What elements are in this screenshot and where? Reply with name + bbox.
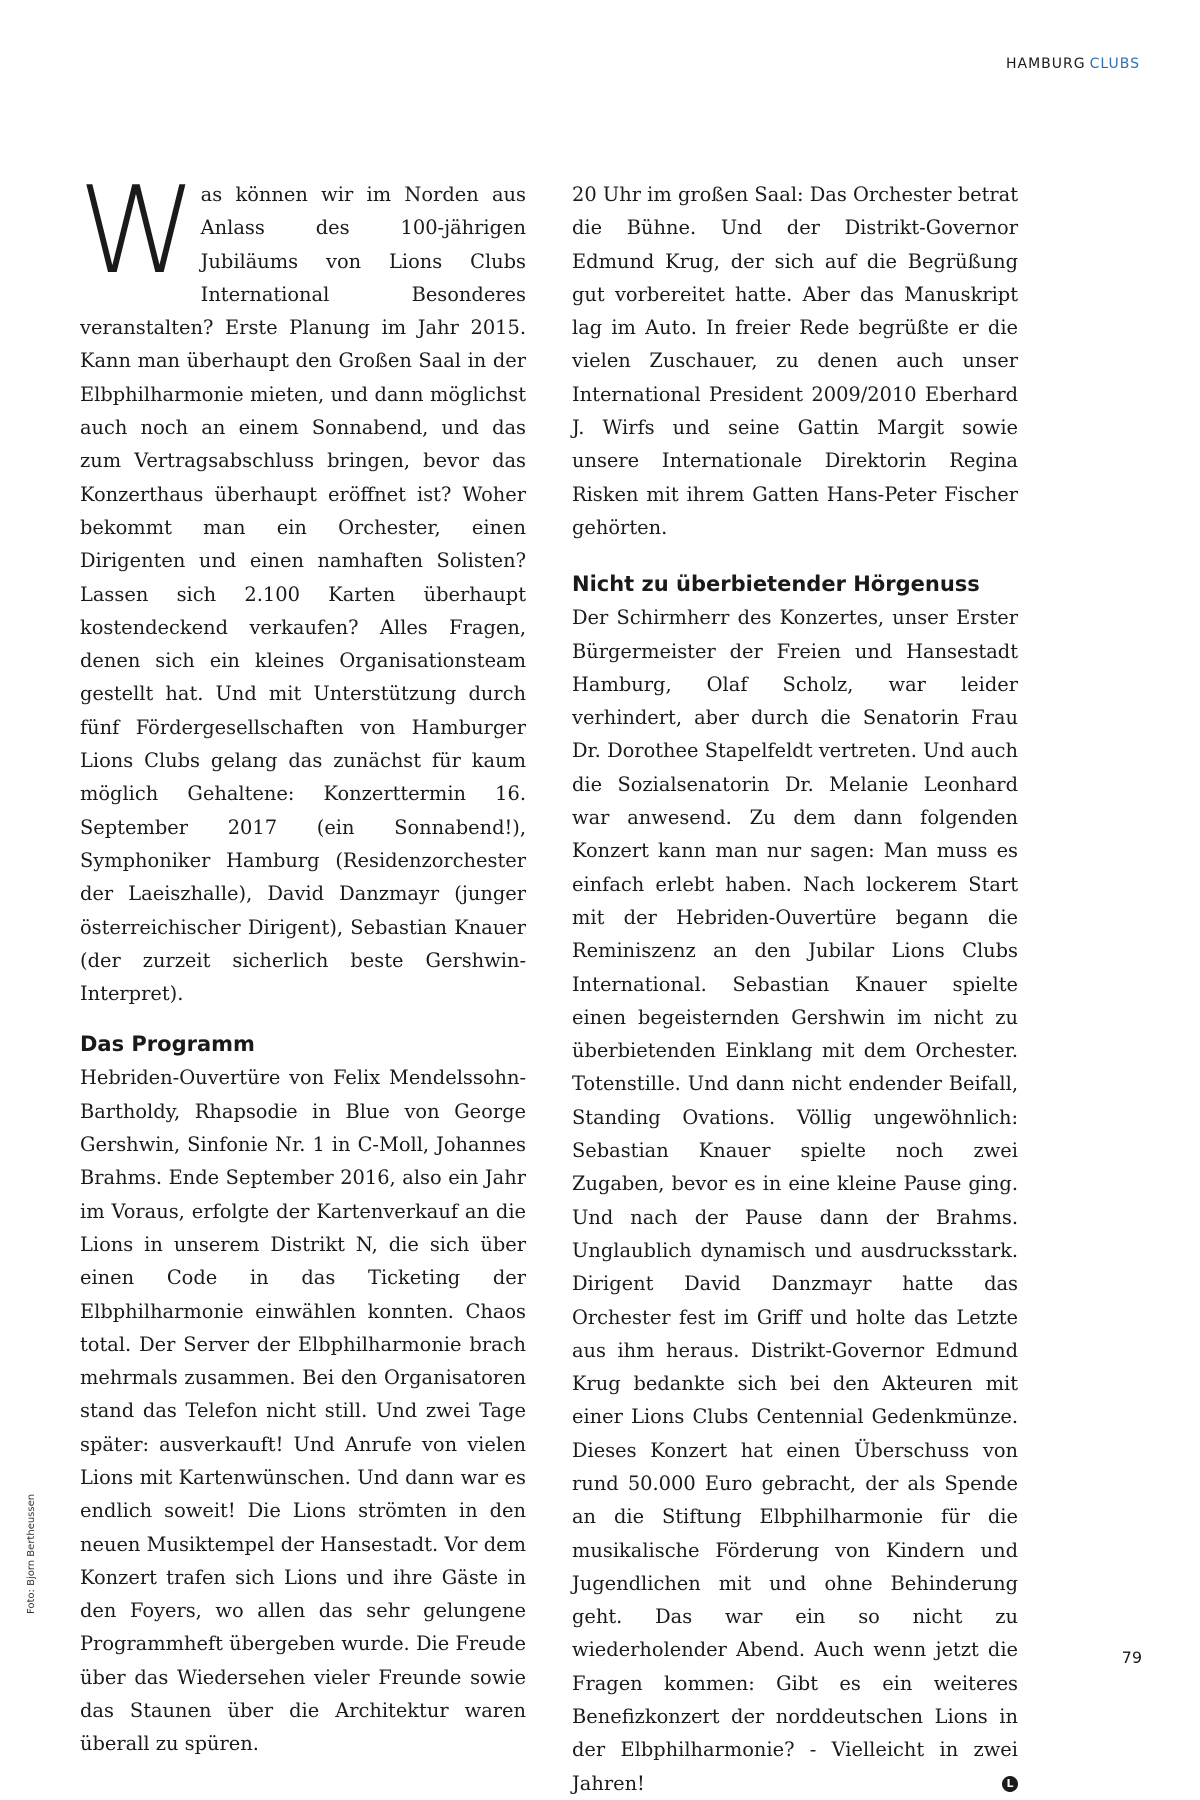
- hoergenuss-paragraph: [572, 601, 1018, 1800]
- drop-cap: W: [78, 162, 197, 301]
- subsection-label: CLUBS: [1089, 56, 1140, 72]
- section-label: HAMBURG: [1006, 56, 1086, 72]
- article-column-left: [78, 162, 526, 1761]
- hoergenuss-text: Der Schirmherr des Konzertes, unser Erster Bürgermeister der Freien und Hansestadt Hamburg, Olaf Scholz, war leider verhindert, aber durch die Senatorin Frau Dr. Dorothee Stapelfeldt vertreten. Und auch die Sozialsenatorin Dr. Melanie Leonhard war anwesend. Zu dem dann folgenden Konzert kann man nur sagen: Man muss es einfach erlebt haben. Nach lockerem Start mit der Hebriden-Ouvertüre begann die Reminiszenz an den Jubilar Lions Clubs International. Sebastian Knauer spielte einen begeisternden Gershwin im nicht zu überbietenden Einklang mit dem Orchester. Totenstille. Und dann nicht endender Beifall, Standing Ovations. Völlig ungewöhnlich: Sebastian Knauer spielte noch zwei Zugaben, bevor es in eine kleine Pause ging. Und nach der Pause dann der Brahms. Unglaublich dynamisch und ausdrucksstark. Dirigent David Danzmayr hatte das Orchester fest im Griff und holte das Letzte aus ihm heraus. Distrikt-Governor Edmund Krug bedankte sich bei den Akteuren mit einer Lions Clubs Centennial Gedenkmünze. Dieses Konzert hat einen Überschuss von rund 50.000 Euro gebracht, der als Spende an die Stiftung Elbphilharmonie für die musikalische Förderung von Kindern und Jugendlichen mit und ohne Behinderung geht. Das war ein so nicht zu wiederholender Abend. Auch wenn jetzt die Fragen kommen: Gibt es ein weiteres Benefizkonzert der norddeutschen Lions in der Elbphilharmonie? - Vielleicht in zwei Jahren!: [572, 606, 1018, 1795]
- running-head: [1006, 56, 1140, 72]
- program-paragraph: Hebriden-Ouvertüre von Felix Mendelssohn-Bartholdy, Rhapsodie in Blue von George Gershwin, Sinfonie Nr. 1 in C-Moll, Johannes Brahms. Ende September 2016, also ein Jahr im Voraus, erfolgte der Kartenverkauf an die Lions in unserem Distrikt N, die sich über einen Code in das Ticketing der Elbphilharmonie einwählen konnten. Chaos total. Der Server der Elbphilharmonie brach mehrmals zusammen. Bei den Organisatoren stand das Telefon nicht still. Und zwei Tage später: ausverkauft! Und Anrufe von vielen Lions mit Kartenwünschen. Und dann war es endlich soweit! Die Lions strömten in den neuen Musiktempel der Hansestadt. Vor dem Konzert trafen sich Lions und ihre Gäste in den Foyers, wo allen das sehr gelungene Programmheft übergeben wurde. Die Freude über das Wiedersehen vieler Freunde sowie das Staunen über die Architektur waren überall zu spüren.: [80, 1066, 526, 1756]
- intro-paragraph: [78, 162, 526, 1010]
- page-number: 79: [1121, 1648, 1142, 1667]
- concert-start-paragraph: 20 Uhr im großen Saal: Das Orchester betrat die Bühne. Und der Distrikt-Governor Edmund Krug, der sich auf die Begrüßung gut vorbereitet hatte. Aber das Manuskript lag im Auto. In freier Rede begrüßte er die vielen Zuschauer, zu denen auch unser International President 2009/2010 Eberhard J. Wirfs und seine Gattin Margit sowie unsere Internationale Direktorin Regina Risken mit ihrem Gatten Hans-Peter Fischer gehörten.: [572, 183, 1018, 539]
- photo-credit: Foto: Bjorn Bertheussen: [26, 1493, 37, 1614]
- intro-text: as können wir im Norden aus Anlass des 100-jährigen Jubiläums von Lions Clubs International Besonderes veranstalten? Erste Planung im Jahr 2015. Kann man überhaupt den Großen Saal in der Elbphilharmonie mieten, und dann möglichst auch noch an einem Sonnabend, und das zum Vertragsabschluss bringen, bevor das Konzerthaus überhaupt eröffnet ist? Woher bekommt man ein Orchester, einen Dirigenten und einen namhaften Solisten? Lassen sich 2.100 Karten überhaupt kostendeckend verkaufen? Alles Fragen, denen sich ein kleines Organisationsteam gestellt hat. Und mit Unterstützung durch fünf Fördergesellschaften von Hamburger Lions Clubs gelang das zunächst für kaum möglich Gehaltene: Konzerttermin 16. September 2017 (ein Sonnabend!), Symphoniker Hamburg (Residenzorchester der Laeiszhalle), David Danzmayr (junger österreichischer Dirigent), Sebastian Knauer (der zurzeit sicherlich beste Gershwin-Interpret).: [80, 183, 526, 1006]
- heading-hoergenuss: Nicht zu überbietender Hörgenuss: [572, 572, 980, 597]
- lions-end-mark-icon: L: [1002, 1776, 1018, 1792]
- article-column-right: [572, 178, 1018, 1800]
- heading-program: Das Programm: [80, 1032, 255, 1057]
